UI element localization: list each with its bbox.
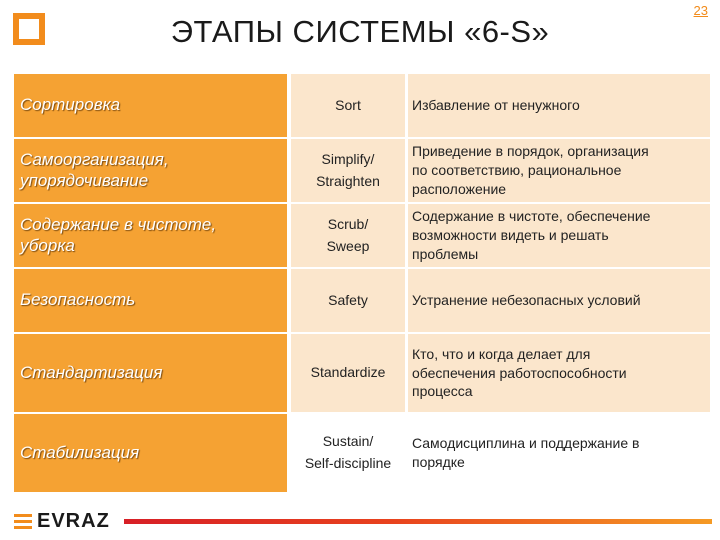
stage-name-ru: Сортировка: [14, 74, 287, 139]
footer-divider: [124, 519, 712, 524]
table-row: [14, 204, 710, 269]
stage-description: Содержание в чистоте, обеспечение возможности видеть и решать проблемы: [408, 204, 710, 269]
stage-name-en: Standardize: [291, 334, 405, 414]
table-row: [14, 414, 710, 494]
stage-name-en: Sustain/ Self-discipline: [291, 414, 405, 494]
evraz-bars-icon: [14, 514, 32, 529]
stage-name-ru: Стабилизация: [14, 414, 287, 494]
stage-description: Кто, что и когда делает для обеспечения работоспособности процесса: [408, 334, 710, 414]
page-number[interactable]: 23: [693, 3, 708, 18]
stage-name-ru: Стандартизация: [14, 334, 287, 414]
stage-description: Приведение в порядок, организация по соответствию, рациональное расположение: [408, 139, 710, 204]
page-title: ЭТАПЫ СИСТЕМЫ «6-S»: [170, 14, 550, 49]
stage-description: Избавление от ненужного: [408, 74, 710, 139]
stage-name-en: Simplify/ Straighten: [291, 139, 405, 204]
stage-name-en: Scrub/ Sweep: [291, 204, 405, 269]
table-row: [14, 334, 710, 414]
evraz-logo: [14, 510, 110, 532]
logo-text: EVRAZ: [37, 509, 110, 532]
stage-name-ru: Содержание в чистоте, уборка: [14, 204, 287, 269]
table-row: [14, 269, 710, 334]
stage-name-ru: Самоорганизация, упорядочивание: [14, 139, 287, 204]
table-row: [14, 139, 710, 204]
stage-name-en: Safety: [291, 269, 405, 334]
table-row: [14, 74, 710, 139]
stage-description: Самодисциплина и поддержание в порядке: [408, 414, 710, 494]
stages-table: [14, 74, 710, 494]
stage-name-en: Sort: [291, 74, 405, 139]
stage-name-ru: Безопасность: [14, 269, 287, 334]
stage-description: Устранение небезопасных условий: [408, 269, 710, 334]
